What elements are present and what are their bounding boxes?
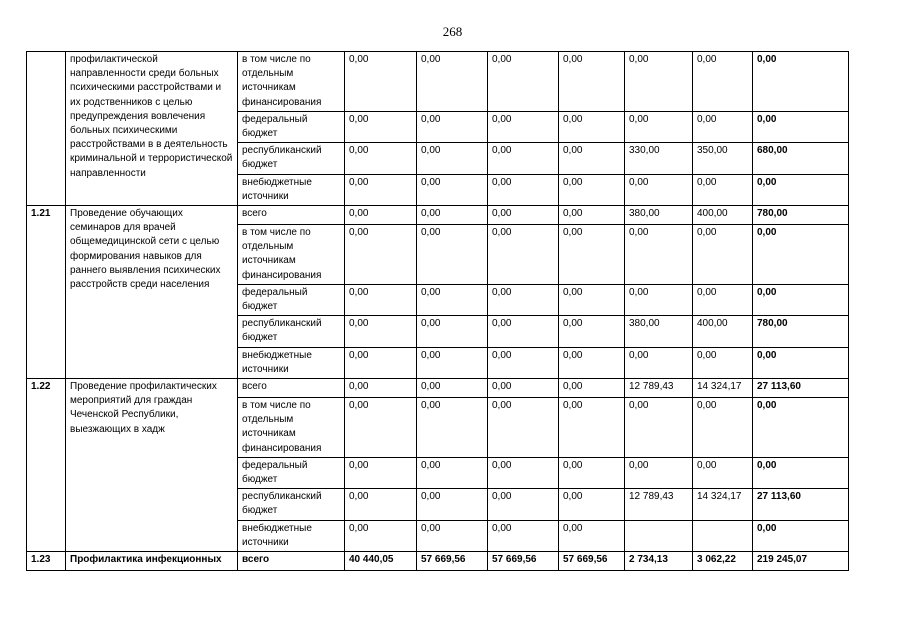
year-value: 0,00 (417, 143, 488, 174)
year-value: 0,00 (417, 489, 488, 520)
year-value: 0,00 (559, 52, 625, 112)
item-code: 1.21 (27, 206, 66, 379)
year-value: 0,00 (345, 284, 417, 315)
year-value: 0,00 (488, 174, 559, 205)
year-value: 0,00 (559, 520, 625, 551)
total-value: 0,00 (753, 520, 849, 551)
year-value: 0,00 (488, 457, 559, 488)
year-value: 380,00 (625, 206, 693, 225)
year-value: 0,00 (488, 489, 559, 520)
item-code (27, 52, 66, 206)
total-value: 0,00 (753, 284, 849, 315)
funding-source: федеральный бюджет (238, 111, 345, 142)
total-value: 0,00 (753, 174, 849, 205)
year-value: 0,00 (559, 284, 625, 315)
funding-source: всего (238, 206, 345, 225)
table-row (27, 206, 849, 225)
year-value: 0,00 (488, 111, 559, 142)
year-value: 57 669,56 (559, 552, 625, 571)
year-value: 0,00 (693, 457, 753, 488)
funding-source: внебюджетные источники (238, 174, 345, 205)
year-value: 0,00 (559, 174, 625, 205)
item-name: Проведение обучающих семинаров для врачей общемедицинской сети с целью формирования навыков для раннего выявления психических расстройств среди населения (66, 206, 238, 379)
year-value: 0,00 (625, 225, 693, 285)
year-value: 400,00 (693, 206, 753, 225)
total-value: 27 113,60 (753, 489, 849, 520)
funding-source: республиканский бюджет (238, 143, 345, 174)
year-value: 0,00 (559, 398, 625, 458)
funding-source: федеральный бюджет (238, 457, 345, 488)
year-value: 0,00 (417, 206, 488, 225)
year-value: 400,00 (693, 316, 753, 347)
year-value (693, 520, 753, 551)
year-value: 0,00 (488, 379, 559, 398)
year-value: 0,00 (693, 52, 753, 112)
year-value: 0,00 (559, 143, 625, 174)
item-code: 1.23 (27, 552, 66, 571)
year-value: 0,00 (488, 316, 559, 347)
funding-source: внебюджетные источники (238, 520, 345, 551)
year-value: 0,00 (625, 52, 693, 112)
year-value: 40 440,05 (345, 552, 417, 571)
year-value: 330,00 (625, 143, 693, 174)
year-value: 0,00 (345, 457, 417, 488)
year-value: 0,00 (625, 111, 693, 142)
total-value: 0,00 (753, 52, 849, 112)
year-value: 14 324,17 (693, 379, 753, 398)
funding-source: всего (238, 552, 345, 571)
year-value: 0,00 (345, 379, 417, 398)
year-value: 14 324,17 (693, 489, 753, 520)
total-value: 27 113,60 (753, 379, 849, 398)
year-value: 0,00 (488, 520, 559, 551)
year-value: 0,00 (345, 225, 417, 285)
year-value: 0,00 (559, 489, 625, 520)
year-value: 2 734,13 (625, 552, 693, 571)
year-value: 0,00 (488, 206, 559, 225)
year-value: 0,00 (345, 398, 417, 458)
year-value: 0,00 (693, 111, 753, 142)
year-value: 57 669,56 (417, 552, 488, 571)
year-value: 0,00 (625, 457, 693, 488)
year-value: 0,00 (559, 379, 625, 398)
total-value: 219 245,07 (753, 552, 849, 571)
year-value: 0,00 (417, 379, 488, 398)
year-value: 0,00 (417, 174, 488, 205)
year-value: 0,00 (345, 111, 417, 142)
year-value: 0,00 (693, 284, 753, 315)
year-value: 0,00 (625, 284, 693, 315)
year-value: 0,00 (559, 111, 625, 142)
table-row (27, 379, 849, 398)
year-value: 0,00 (345, 489, 417, 520)
year-value: 0,00 (345, 347, 417, 378)
budget-table (26, 51, 849, 571)
year-value: 0,00 (693, 347, 753, 378)
year-value: 12 789,43 (625, 489, 693, 520)
year-value: 57 669,56 (488, 552, 559, 571)
year-value: 0,00 (345, 174, 417, 205)
year-value: 0,00 (417, 111, 488, 142)
year-value: 0,00 (345, 206, 417, 225)
year-value: 0,00 (417, 520, 488, 551)
year-value: 0,00 (345, 143, 417, 174)
year-value: 0,00 (693, 225, 753, 285)
funding-source: республиканский бюджет (238, 489, 345, 520)
item-name: Проведение профилактических мероприятий для граждан Чеченской Республики, выезжающих в хадж (66, 379, 238, 552)
item-name: Профилактика инфекционных (66, 552, 238, 571)
year-value: 0,00 (417, 457, 488, 488)
year-value: 0,00 (625, 398, 693, 458)
year-value: 3 062,22 (693, 552, 753, 571)
year-value: 0,00 (488, 398, 559, 458)
year-value: 0,00 (417, 316, 488, 347)
year-value: 350,00 (693, 143, 753, 174)
year-value: 0,00 (417, 347, 488, 378)
year-value: 0,00 (488, 347, 559, 378)
year-value: 0,00 (417, 225, 488, 285)
item-name: профилактической направленности среди больных психическими расстройствами и их родственников с целью предупреждения вовлечения больных психическими расстройствами в в деятельность криминальной и террористической направленности (66, 52, 238, 206)
funding-source: внебюджетные источники (238, 347, 345, 378)
page-number: 268 (442, 24, 463, 39)
table-row (27, 552, 849, 571)
year-value: 0,00 (559, 316, 625, 347)
year-value: 0,00 (345, 52, 417, 112)
total-value: 780,00 (753, 206, 849, 225)
year-value: 0,00 (693, 398, 753, 458)
total-value: 680,00 (753, 143, 849, 174)
funding-source: федеральный бюджет (238, 284, 345, 315)
year-value (625, 520, 693, 551)
year-value: 0,00 (693, 174, 753, 205)
total-value: 0,00 (753, 111, 849, 142)
year-value: 0,00 (559, 225, 625, 285)
funding-source: республиканский бюджет (238, 316, 345, 347)
year-value: 0,00 (625, 347, 693, 378)
total-value: 0,00 (753, 347, 849, 378)
year-value: 0,00 (417, 284, 488, 315)
year-value: 380,00 (625, 316, 693, 347)
year-value: 0,00 (559, 457, 625, 488)
funding-source: в том числе по отдельным источникам финансирования (238, 52, 345, 112)
budget-table-body (27, 52, 849, 571)
funding-source: в том числе по отдельным источникам финансирования (238, 398, 345, 458)
year-value: 12 789,43 (625, 379, 693, 398)
funding-source: всего (238, 379, 345, 398)
year-value: 0,00 (488, 225, 559, 285)
funding-source: в том числе по отдельным источникам финансирования (238, 225, 345, 285)
year-value: 0,00 (417, 52, 488, 112)
year-value: 0,00 (559, 206, 625, 225)
year-value: 0,00 (488, 284, 559, 315)
total-value: 0,00 (753, 457, 849, 488)
year-value: 0,00 (488, 143, 559, 174)
year-value: 0,00 (488, 52, 559, 112)
item-code: 1.22 (27, 379, 66, 552)
year-value: 0,00 (559, 347, 625, 378)
total-value: 780,00 (753, 316, 849, 347)
total-value: 0,00 (753, 225, 849, 285)
year-value: 0,00 (417, 398, 488, 458)
total-value: 0,00 (753, 398, 849, 458)
year-value: 0,00 (625, 174, 693, 205)
year-value: 0,00 (345, 520, 417, 551)
year-value: 0,00 (345, 316, 417, 347)
table-row (27, 52, 849, 112)
